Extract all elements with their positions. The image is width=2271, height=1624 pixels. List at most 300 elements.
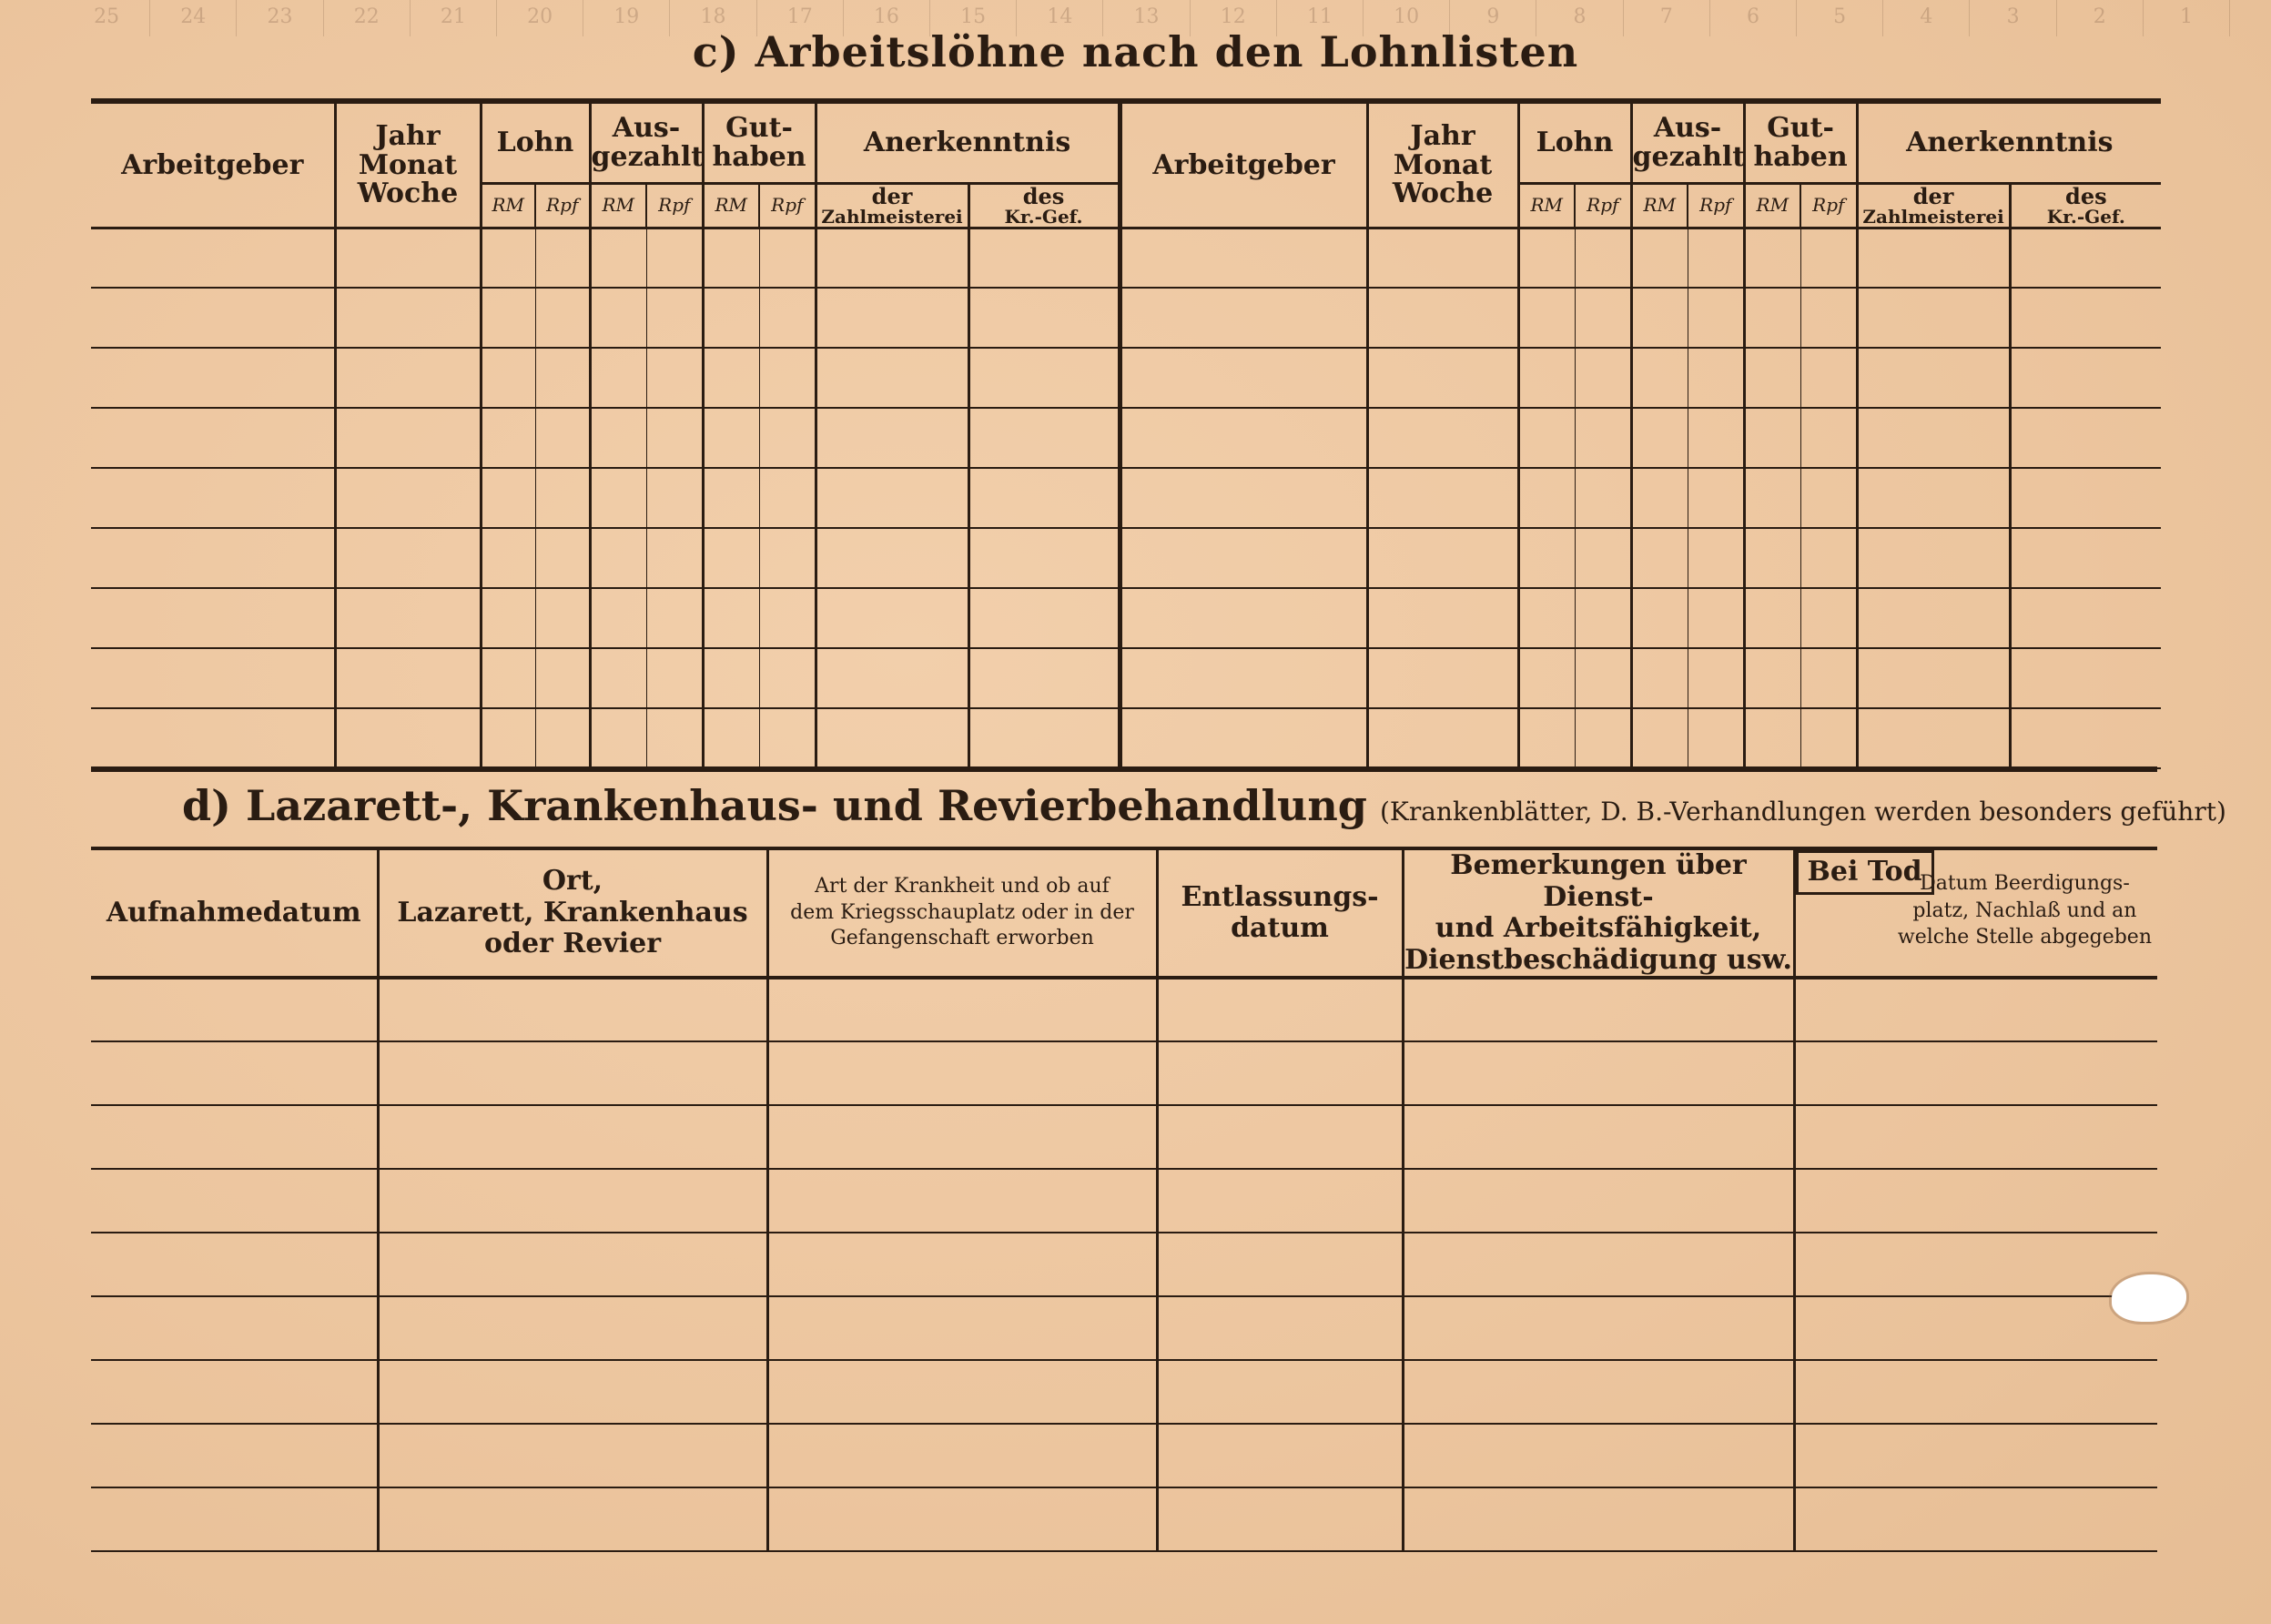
table-cell[interactable] [590, 408, 646, 468]
header-ausgezahlt-2: Aus- gezahlt [1631, 101, 1744, 183]
table-cell[interactable] [1794, 1424, 2157, 1487]
table-cell[interactable] [968, 468, 1120, 528]
table-cell[interactable] [646, 588, 703, 648]
table-cell[interactable] [1794, 1169, 2157, 1233]
table-cell[interactable] [968, 408, 1120, 468]
table-row [91, 978, 2157, 1041]
table-cell[interactable] [335, 708, 481, 768]
table-cell[interactable] [1367, 468, 1518, 528]
header-rpf: Rpf [759, 183, 816, 228]
table-cell[interactable] [1744, 528, 1800, 588]
table-cell[interactable] [91, 978, 378, 1041]
table-cell[interactable] [2010, 528, 2161, 588]
table-cell[interactable] [1157, 978, 1403, 1041]
table-cell[interactable] [767, 1041, 1157, 1105]
table-cell[interactable] [1688, 468, 1744, 528]
table-cell[interactable] [759, 228, 816, 288]
table-cell[interactable] [91, 468, 335, 528]
table-cell[interactable] [1688, 288, 1744, 348]
table-cell[interactable] [1367, 708, 1518, 768]
header-des-krgef-2 [2010, 183, 2161, 228]
table-row [91, 1487, 2157, 1551]
header-jahr-monat-woche-2: Jahr Monat Woche [1367, 101, 1518, 228]
table-cell[interactable] [1120, 648, 1367, 708]
table-cell[interactable] [1794, 1360, 2157, 1424]
table-cell[interactable] [1631, 648, 1688, 708]
bei-tod-box: Bei Tod [1796, 850, 1934, 895]
table-cell[interactable] [535, 228, 590, 288]
table-cell[interactable] [1857, 408, 2010, 468]
header-beerdigung: Datum Beerdigungs- platz, Nachlaß und an welche Stelle abgegeben [1897, 872, 2152, 949]
table-cell[interactable] [1794, 1041, 2157, 1105]
table-cell[interactable] [1857, 468, 2010, 528]
table-cell[interactable] [1518, 408, 1575, 468]
section-c-title: c) Arbeitslöhne nach den Lohnlisten [692, 27, 1579, 76]
table-cell[interactable] [816, 228, 968, 288]
table-cell[interactable] [1157, 1169, 1403, 1233]
table-cell[interactable] [968, 528, 1120, 588]
table-cell[interactable] [335, 288, 481, 348]
table-cell[interactable] [590, 288, 646, 348]
table-cell[interactable] [759, 288, 816, 348]
table-cell[interactable] [1157, 1360, 1403, 1424]
table-cell[interactable] [767, 1424, 1157, 1487]
table-cell[interactable] [378, 1041, 767, 1105]
table-cell[interactable] [481, 588, 535, 648]
table-cell[interactable] [1575, 588, 1631, 648]
table-cell[interactable] [1857, 348, 2010, 408]
table-cell[interactable] [1857, 228, 2010, 288]
header-aufnahmedatum: Aufnahmedatum [91, 848, 378, 978]
table-cell[interactable] [703, 288, 759, 348]
table-cell[interactable] [1367, 288, 1518, 348]
table-cell[interactable] [1800, 348, 1857, 408]
table-cell[interactable] [1575, 228, 1631, 288]
table-cell[interactable] [1575, 348, 1631, 408]
scale-number: 24 [150, 0, 237, 36]
table-cell[interactable] [968, 288, 1120, 348]
header-jahr-monat-woche: Jahr Monat Woche [335, 101, 481, 228]
table-cell[interactable] [646, 348, 703, 408]
table-cell[interactable] [1157, 1487, 1403, 1551]
table-cell[interactable] [378, 1233, 767, 1296]
table-cell[interactable] [1367, 588, 1518, 648]
table-cell[interactable] [1367, 228, 1518, 288]
scale-number: 17 [757, 0, 844, 36]
table-cell[interactable] [1744, 708, 1800, 768]
table-cell[interactable] [1518, 348, 1575, 408]
table-cell[interactable] [1403, 1233, 1794, 1296]
header-anerkenntnis-2: Anerkenntnis [1857, 101, 2161, 183]
table-cell[interactable] [759, 528, 816, 588]
table-cell[interactable] [1744, 588, 1800, 648]
table-cell[interactable] [759, 708, 816, 768]
header-der-zahlmeisterei-2 [1857, 183, 2010, 228]
table-cell[interactable] [1744, 468, 1800, 528]
punch-hole [2112, 1274, 2186, 1322]
table-cell[interactable] [646, 468, 703, 528]
table-cell[interactable] [1794, 1487, 2157, 1551]
table-cell[interactable] [335, 528, 481, 588]
table-cell[interactable] [703, 348, 759, 408]
header-rm: RM [1518, 183, 1575, 228]
table-cell[interactable] [1857, 288, 2010, 348]
table-cell[interactable] [1120, 708, 1367, 768]
scale-number: 15 [930, 0, 1017, 36]
header-guthaben-2: Gut- haben [1744, 101, 1857, 183]
table-cell[interactable] [1800, 408, 1857, 468]
table-cell[interactable] [1518, 588, 1575, 648]
table-cell[interactable] [378, 1424, 767, 1487]
table-cell[interactable] [481, 408, 535, 468]
table-cell[interactable] [378, 1169, 767, 1233]
table-cell[interactable] [481, 348, 535, 408]
table-cell[interactable] [1857, 588, 2010, 648]
table-cell[interactable] [1403, 1041, 1794, 1105]
table-cell[interactable] [91, 588, 335, 648]
table-cell[interactable] [335, 228, 481, 288]
table-cell[interactable] [1120, 228, 1367, 288]
table-cell[interactable] [378, 1487, 767, 1551]
section-d-heading [182, 781, 2226, 830]
table-cell[interactable] [91, 408, 335, 468]
table-cell[interactable] [1367, 528, 1518, 588]
table-cell[interactable] [1688, 408, 1744, 468]
table-cell[interactable] [816, 588, 968, 648]
section-divider [91, 766, 2157, 772]
table-cell[interactable] [1403, 1169, 1794, 1233]
table-cell[interactable] [2010, 468, 2161, 528]
table-cell[interactable] [1794, 1105, 2157, 1169]
table-cell[interactable] [767, 1296, 1157, 1360]
table-cell[interactable] [1800, 708, 1857, 768]
table-cell[interactable] [1120, 468, 1367, 528]
table-cell[interactable] [1157, 1296, 1403, 1360]
table-cell[interactable] [91, 708, 335, 768]
table-cell[interactable] [378, 1296, 767, 1360]
header-rm: RM [590, 183, 646, 228]
table-cell[interactable] [91, 1169, 378, 1233]
table-cell[interactable] [590, 228, 646, 288]
table-cell[interactable] [1631, 468, 1688, 528]
table-cell[interactable] [91, 1360, 378, 1424]
header-guthaben: Gut- haben [703, 101, 816, 183]
table-cell[interactable] [1631, 528, 1688, 588]
table-cell[interactable] [767, 1169, 1157, 1233]
table-cell[interactable] [1157, 1041, 1403, 1105]
table-cell[interactable] [1403, 978, 1794, 1041]
table-cell[interactable] [767, 978, 1157, 1041]
table-cell[interactable] [1688, 348, 1744, 408]
header-des: des [2065, 182, 2107, 209]
scale-number: 7 [1624, 0, 1710, 36]
table-cell[interactable] [91, 648, 335, 708]
table-cell[interactable] [1403, 1487, 1794, 1551]
header-krgef: Kr.-Gef. [1004, 205, 1083, 228]
table-cell[interactable] [1403, 1296, 1794, 1360]
table-cell[interactable] [703, 228, 759, 288]
table-cell[interactable] [481, 288, 535, 348]
table-cell[interactable] [535, 588, 590, 648]
table-cell[interactable] [816, 408, 968, 468]
header-bei-tod [1794, 848, 2157, 978]
table-cell[interactable] [968, 708, 1120, 768]
table-cell[interactable] [2010, 588, 2161, 648]
table-cell[interactable] [759, 648, 816, 708]
table-cell[interactable] [335, 468, 481, 528]
table-cell[interactable] [378, 1105, 767, 1169]
table-cell[interactable] [968, 588, 1120, 648]
table-cell[interactable] [1157, 1424, 1403, 1487]
table-row [91, 528, 2161, 588]
header-zahlmeisterei: Zahlmeisterei [1862, 205, 2004, 228]
table-cell[interactable] [2010, 288, 2161, 348]
scale-number: 23 [237, 0, 323, 36]
table-cell[interactable] [1367, 408, 1518, 468]
table-cell[interactable] [91, 1487, 378, 1551]
table-cell[interactable] [535, 468, 590, 528]
table-cell[interactable] [1575, 408, 1631, 468]
table-cell[interactable] [1518, 708, 1575, 768]
table-row [91, 288, 2161, 348]
header-der: der [1912, 182, 1954, 209]
header-krankheit: Art der Krankheit und ob auf dem Kriegsschauplatz oder in der Gefangenschaft erworben [767, 848, 1157, 978]
table-cell[interactable] [2010, 408, 2161, 468]
table-cell[interactable] [590, 348, 646, 408]
treatment-table-body [91, 978, 2157, 1551]
scale-number: 14 [1017, 0, 1103, 36]
table-cell[interactable] [1800, 288, 1857, 348]
header-anerkenntnis: Anerkenntnis [816, 101, 1120, 183]
table-cell[interactable] [91, 348, 335, 408]
table-cell[interactable] [91, 1105, 378, 1169]
table-row [91, 1296, 2157, 1360]
table-cell[interactable] [1631, 408, 1688, 468]
table-cell[interactable] [1575, 708, 1631, 768]
table-cell[interactable] [335, 348, 481, 408]
table-cell[interactable] [816, 348, 968, 408]
table-cell[interactable] [1631, 708, 1688, 768]
table-cell[interactable] [481, 468, 535, 528]
table-cell[interactable] [816, 648, 968, 708]
table-cell[interactable] [1518, 528, 1575, 588]
table-cell[interactable] [1631, 288, 1688, 348]
table-cell[interactable] [703, 468, 759, 528]
header-rpf: Rpf [1688, 183, 1744, 228]
table-cell[interactable] [1403, 1105, 1794, 1169]
scale-number: 10 [1364, 0, 1450, 36]
header-rpf: Rpf [646, 183, 703, 228]
header-arbeitgeber-2: Arbeitgeber [1120, 101, 1367, 228]
table-cell[interactable] [816, 528, 968, 588]
scale-number: 1 [2144, 0, 2230, 36]
scale-number: 9 [1450, 0, 1536, 36]
table-row [91, 648, 2161, 708]
table-cell[interactable] [335, 648, 481, 708]
table-cell[interactable] [968, 648, 1120, 708]
table-row [91, 1105, 2157, 1169]
table-cell[interactable] [646, 288, 703, 348]
table-cell[interactable] [1800, 528, 1857, 588]
table-cell[interactable] [2010, 708, 2161, 768]
table-cell[interactable] [91, 1041, 378, 1105]
table-cell[interactable] [646, 528, 703, 588]
scale-number: 11 [1277, 0, 1364, 36]
treatment-table [91, 847, 2157, 1552]
table-cell[interactable] [2010, 648, 2161, 708]
table-cell[interactable] [703, 588, 759, 648]
table-cell[interactable] [767, 1233, 1157, 1296]
table-cell[interactable] [1403, 1360, 1794, 1424]
table-cell[interactable] [1688, 228, 1744, 288]
table-cell[interactable] [1857, 648, 2010, 708]
table-cell[interactable] [1575, 648, 1631, 708]
table-cell[interactable] [1800, 228, 1857, 288]
table-cell[interactable] [1744, 408, 1800, 468]
table-cell[interactable] [646, 708, 703, 768]
table-cell[interactable] [378, 1360, 767, 1424]
table-cell[interactable] [535, 408, 590, 468]
table-cell[interactable] [1631, 588, 1688, 648]
header-krgef: Kr.-Gef. [2046, 205, 2125, 228]
table-cell[interactable] [535, 348, 590, 408]
table-cell[interactable] [590, 708, 646, 768]
table-cell[interactable] [1518, 648, 1575, 708]
table-cell[interactable] [759, 588, 816, 648]
table-row [91, 588, 2161, 648]
table-cell[interactable] [646, 408, 703, 468]
table-cell[interactable] [91, 288, 335, 348]
scale-number: 2 [2057, 0, 2144, 36]
table-cell[interactable] [590, 468, 646, 528]
table-cell[interactable] [703, 528, 759, 588]
table-cell[interactable] [1157, 1233, 1403, 1296]
table-cell[interactable] [481, 528, 535, 588]
table-cell[interactable] [1367, 348, 1518, 408]
table-cell[interactable] [646, 648, 703, 708]
header-rpf: Rpf [1575, 183, 1631, 228]
table-cell[interactable] [91, 1296, 378, 1360]
header-rm: RM [1631, 183, 1688, 228]
table-cell[interactable] [1744, 648, 1800, 708]
header-der-zahlmeisterei [816, 183, 968, 228]
table-cell[interactable] [590, 648, 646, 708]
table-cell[interactable] [535, 528, 590, 588]
table-cell[interactable] [1518, 288, 1575, 348]
table-cell[interactable] [1857, 708, 2010, 768]
table-cell[interactable] [759, 348, 816, 408]
table-cell[interactable] [2010, 228, 2161, 288]
table-cell[interactable] [1857, 528, 2010, 588]
header-des: des [1022, 182, 1065, 209]
table-cell[interactable] [481, 708, 535, 768]
table-cell[interactable] [1157, 1105, 1403, 1169]
table-cell[interactable] [335, 588, 481, 648]
table-cell[interactable] [1575, 528, 1631, 588]
table-cell[interactable] [759, 408, 816, 468]
table-cell[interactable] [703, 408, 759, 468]
table-cell[interactable] [91, 528, 335, 588]
table-row [91, 1041, 2157, 1105]
table-cell[interactable] [968, 348, 1120, 408]
table-cell[interactable] [767, 1487, 1157, 1551]
table-cell[interactable] [535, 648, 590, 708]
table-cell[interactable] [1688, 648, 1744, 708]
table-cell[interactable] [767, 1105, 1157, 1169]
table-cell[interactable] [91, 228, 335, 288]
table-cell[interactable] [1575, 468, 1631, 528]
table-cell[interactable] [1800, 468, 1857, 528]
scale-number: 12 [1191, 0, 1277, 36]
header-rm: RM [1744, 183, 1800, 228]
table-cell[interactable] [1688, 588, 1744, 648]
table-cell[interactable] [1575, 288, 1631, 348]
table-cell[interactable] [535, 288, 590, 348]
table-cell[interactable] [1631, 348, 1688, 408]
table-cell[interactable] [1688, 708, 1744, 768]
table-cell[interactable] [1744, 348, 1800, 408]
table-row [91, 708, 2161, 768]
scale-number: 3 [1970, 0, 2056, 36]
table-cell[interactable] [1518, 228, 1575, 288]
table-cell[interactable] [816, 468, 968, 528]
table-cell[interactable] [1518, 468, 1575, 528]
table-cell[interactable] [1794, 1296, 2157, 1360]
table-cell[interactable] [535, 708, 590, 768]
header-der: der [871, 182, 913, 209]
table-cell[interactable] [759, 468, 816, 528]
table-cell[interactable] [1631, 228, 1688, 288]
table-cell[interactable] [646, 228, 703, 288]
header-ausgezahlt: Aus- gezahlt [590, 101, 703, 183]
table-cell[interactable] [481, 648, 535, 708]
table-cell[interactable] [1794, 1233, 2157, 1296]
table-cell[interactable] [1367, 648, 1518, 708]
table-cell[interactable] [590, 528, 646, 588]
table-cell[interactable] [703, 648, 759, 708]
table-cell[interactable] [590, 588, 646, 648]
scale-number: 22 [324, 0, 411, 36]
scale-number: 18 [670, 0, 756, 36]
table-cell[interactable] [816, 288, 968, 348]
table-cell[interactable] [703, 708, 759, 768]
table-cell[interactable] [1120, 528, 1367, 588]
table-cell[interactable] [1120, 408, 1367, 468]
table-cell[interactable] [2010, 348, 2161, 408]
table-cell[interactable] [1120, 288, 1367, 348]
table-cell[interactable] [1688, 528, 1744, 588]
table-cell[interactable] [1403, 1424, 1794, 1487]
table-cell[interactable] [1120, 348, 1367, 408]
table-cell[interactable] [91, 1424, 378, 1487]
table-cell[interactable] [968, 228, 1120, 288]
table-cell[interactable] [1744, 228, 1800, 288]
scale-number: 8 [1536, 0, 1623, 36]
table-cell[interactable] [767, 1360, 1157, 1424]
table-cell[interactable] [481, 228, 535, 288]
scale-number: 4 [1883, 0, 1970, 36]
table-cell[interactable] [1800, 648, 1857, 708]
table-cell[interactable] [378, 978, 767, 1041]
table-cell[interactable] [1800, 588, 1857, 648]
table-cell[interactable] [816, 708, 968, 768]
table-cell[interactable] [1120, 588, 1367, 648]
table-cell[interactable] [335, 408, 481, 468]
table-cell[interactable] [91, 1233, 378, 1296]
table-cell[interactable] [1744, 288, 1800, 348]
header-des-krgef [968, 183, 1120, 228]
table-cell[interactable] [1794, 978, 2157, 1041]
